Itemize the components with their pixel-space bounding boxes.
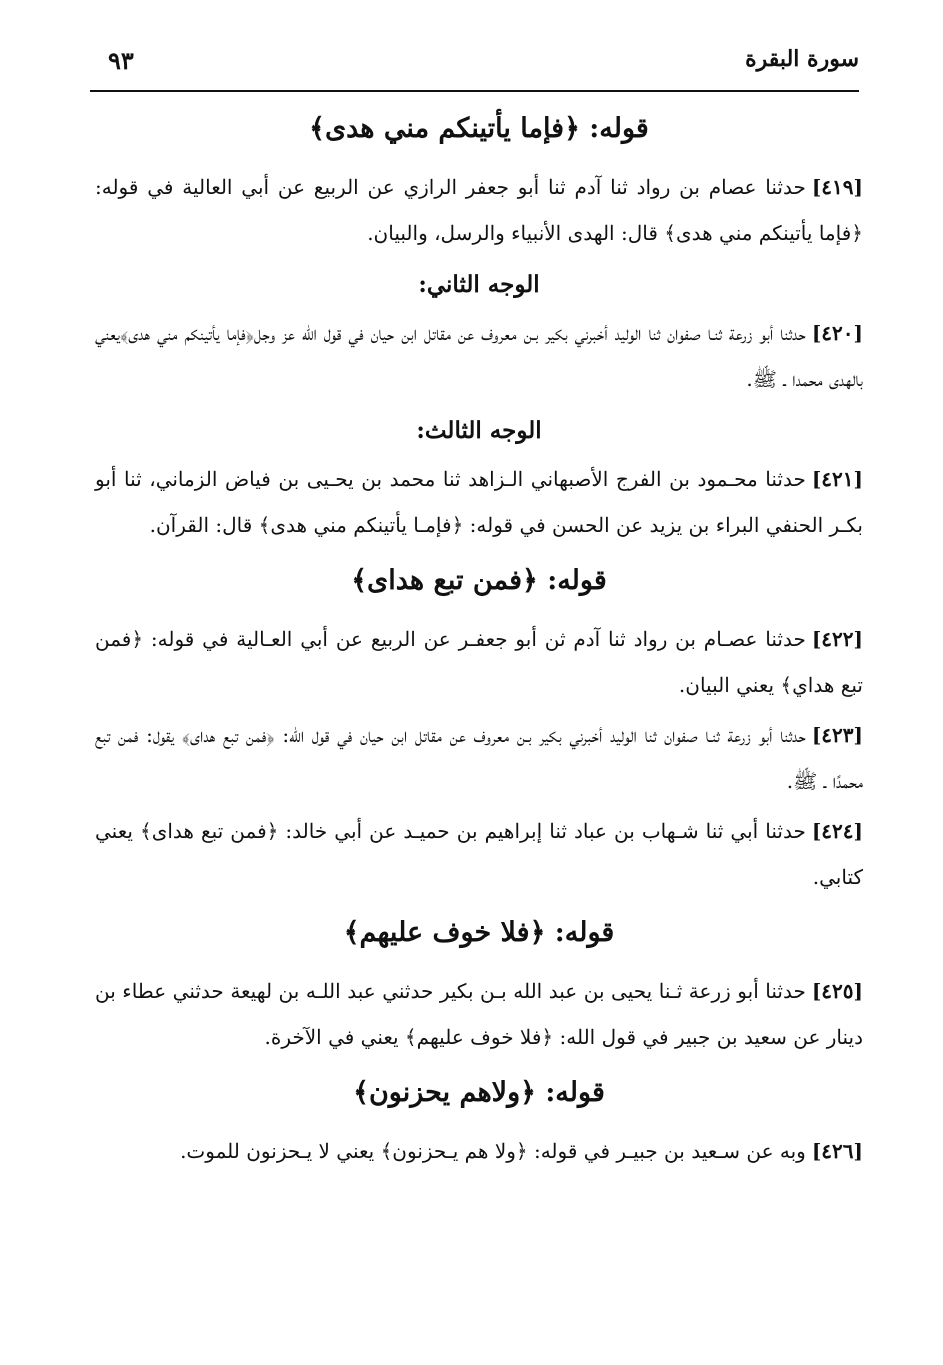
narration-number: [٤٢٢] xyxy=(811,627,863,651)
narration-paragraph xyxy=(95,712,863,804)
narration-number: [٤٢٠] xyxy=(811,321,863,345)
section-subheading: الوجه الثاني: xyxy=(418,271,540,298)
page-number: ٩٣ xyxy=(108,46,134,75)
narration-text: حدثنا عصام بن رواد ثنا آدم ثنا أبو جعفر الرازي عن الربيع عن أبي العالية في قوله: ﴿فإما يأتينكم مني هدى﴾ قال: الهدى الأنبياء والرسل، والبيان. xyxy=(95,175,863,245)
narration-number: [٤٢٥] xyxy=(811,979,863,1003)
narration-text: حدثنا محـمود بن الفرج الأصبهاني الـزاهد ثنا محمد بن يحـيى بن فياض الزماني، ثنا أبو بكـر الحنفي البراء بن يزيد عن الحسن في قوله: ﴿فإمـا يأتينكم مني هدى﴾ قال: القرآن. xyxy=(95,467,863,537)
narration-text: حدثنا عصـام بن رواد ثنا آدم ثن أبو جعفـر عن الربيع عن أبي العـالية في قوله: ﴿فمن تبع هداي﴾ يعني البيان. xyxy=(95,627,863,697)
narration-number: [٤٢٣] xyxy=(811,723,863,747)
narration-number: [٤٢٦] xyxy=(811,1139,863,1163)
narration-paragraph xyxy=(95,808,863,900)
narration-text: وبه عن سـعيد بن جبيـر في قوله: ﴿ولا هم يـحزنون﴾ يعني لا يـحزنون للموت. xyxy=(180,1139,806,1163)
section-heading: قوله: ﴿فمن تبع هداى﴾ xyxy=(351,565,607,596)
page-content xyxy=(95,96,863,1178)
page-header xyxy=(90,38,859,92)
narration-paragraph xyxy=(95,616,863,708)
narration-number: [٤٢٤] xyxy=(811,819,863,843)
surah-title: سورة البقرة xyxy=(745,46,859,72)
narration-number: [٤٢١] xyxy=(811,467,863,491)
section-subheading: الوجه الثالث: xyxy=(416,417,542,444)
narration-paragraph xyxy=(95,456,863,548)
narration-paragraph xyxy=(95,310,863,402)
narration-paragraph xyxy=(95,164,863,256)
section-heading: قوله: ﴿فلا خوف عليهم﴾ xyxy=(343,917,615,948)
narration-text: حدثنا أبو زرعة ثنـا صفوان ثنا الوليد أخبرني بكير بـن معروف عن مقاتل ابن حيان في قول الله عز وجل﴿فإما يأتينكم مني هدى﴾يعني بالهدى محمدا ـ ﷺ. xyxy=(95,321,863,391)
narration-text: حدثنا أبو زرعة ثـنا يحيى بن عبد الله بـن بكير حدثني عبد اللـه بن لهيعة حدثني عطاء بن دينار عن سعيد بن جبير في قول الله: ﴿فلا خوف عليهم﴾ يعني في الآخرة. xyxy=(95,979,863,1049)
narration-paragraph xyxy=(95,1128,863,1174)
narration-text: حدثنا أبي ثنا شـهاب بن عباد ثنا إبراهيم بن حميـد عن أبي خالد: ﴿فمن تبع هداى﴾ يعني كتابي. xyxy=(95,819,863,889)
section-heading: قوله: ﴿ولاهم يحزنون﴾ xyxy=(353,1077,605,1108)
narration-paragraph xyxy=(95,968,863,1060)
narration-number: [٤١٩] xyxy=(811,175,863,199)
section-heading: قوله: ﴿فإما يأتينكم مني هدى﴾ xyxy=(309,113,649,144)
narration-text: حدثنا أبو زرعة ثنـا صفوان ثنا الوليد أخبرني بكير بـن معروف عن مقاتل ابن حيان في قول الله: ﴿فمن تبع هداى﴾ يقول: فمن تبع محمدًا ـ ﷺ. xyxy=(95,723,863,793)
